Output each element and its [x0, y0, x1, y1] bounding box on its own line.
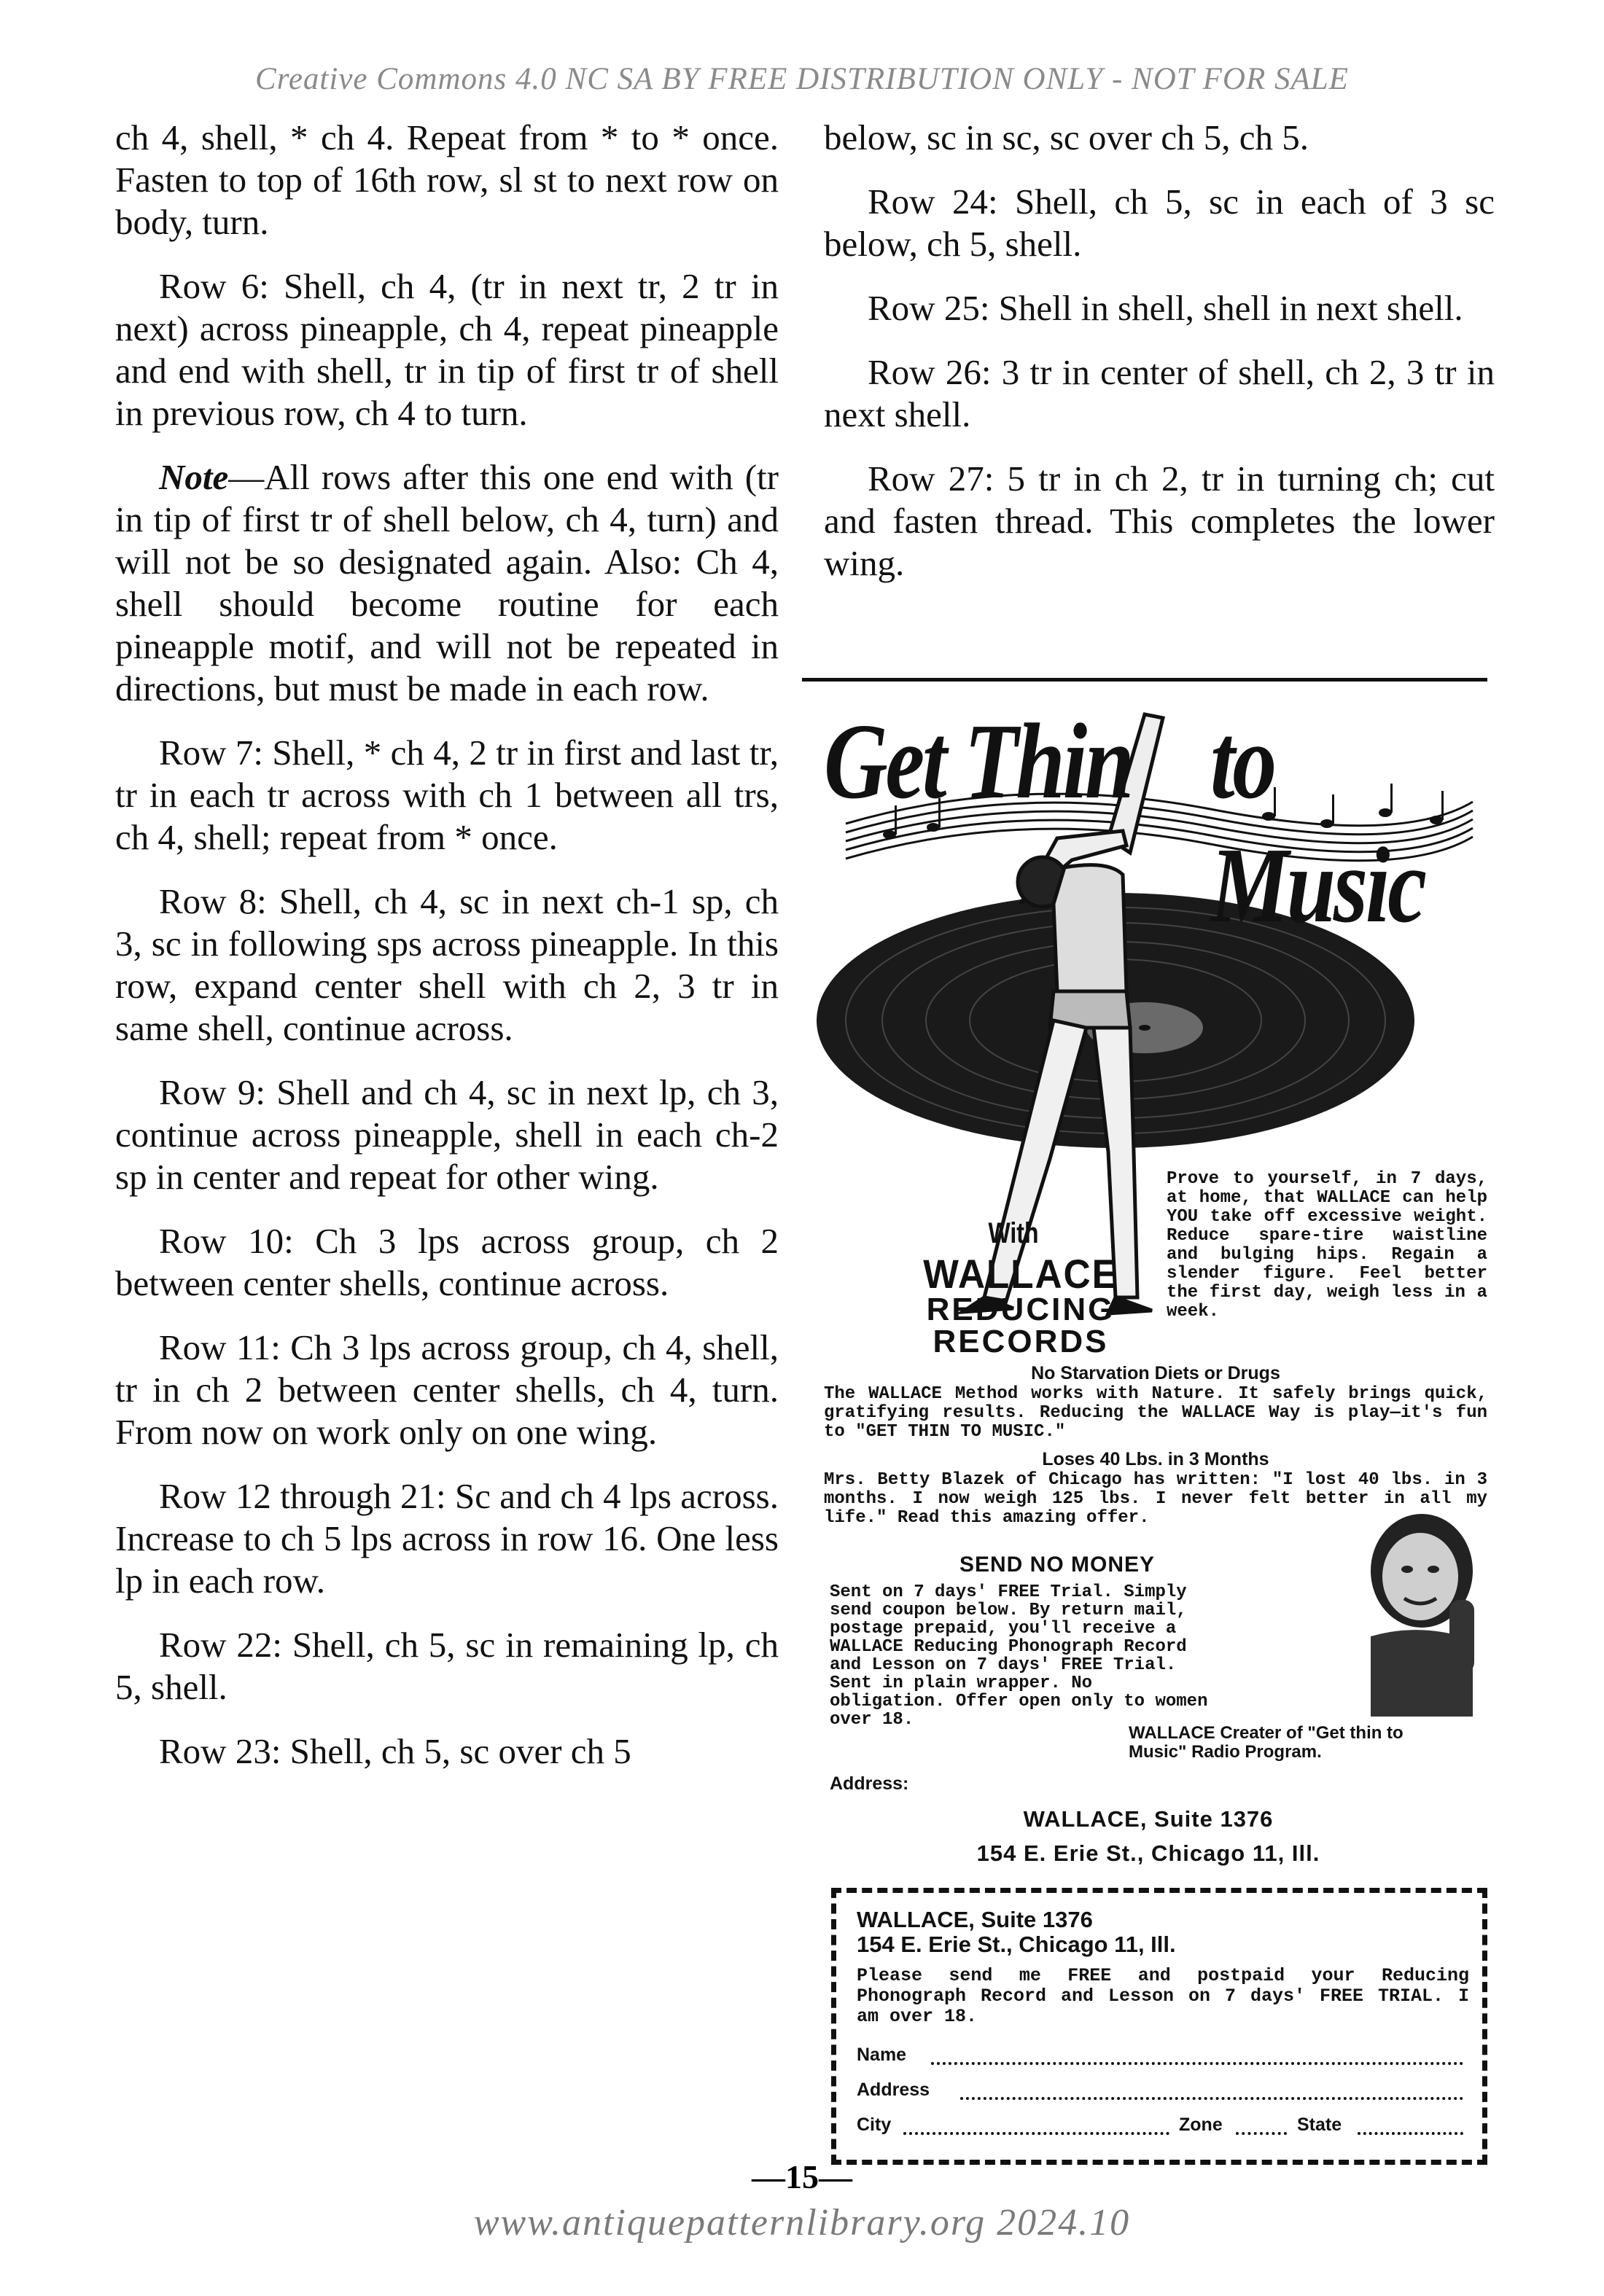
paragraph-row-23: Row 23: Shell, ch 5, sc over ch 5 — [159, 1731, 631, 1771]
paragraph-row-10: Row 10: Ch 3 lps across group, ch 2 between center shells, continue across. — [115, 1221, 779, 1303]
coupon-address-line-2: 154 E. Erie St., Chicago 11, Ill. — [857, 1932, 1176, 1957]
paragraph-row-25: Row 25: Shell in shell, shell in next shell. — [868, 288, 1463, 328]
right-column — [824, 117, 1495, 606]
page-number: —15— — [752, 2158, 852, 2195]
divider-rule — [802, 678, 1487, 682]
coupon-state-line[interactable] — [1358, 2132, 1463, 2135]
with-label: With — [988, 1217, 1039, 1249]
loses-heading: Loses 40 Lbs. in 3 Months — [1042, 1449, 1269, 1469]
prove-text: Prove to yourself, in 7 days, at home, that WALLACE can help YOU take off excessive weight. Reduce spare-tire waistline and bulging hips. Regain a slender figure. Feel better the first day, weigh less in a week. — [1167, 1169, 1487, 1321]
brand-wallace: WALLACE — [923, 1251, 1118, 1297]
coupon-name-line[interactable] — [931, 2062, 1463, 2065]
paragraph-row-6: Row 6: Shell, ch 4, (tr in next tr, 2 tr in next) across pineapple, ch 4, repeat pineapple and end with shell, tr in tip of first tr of shell in previous row, ch 4 to turn. — [115, 266, 779, 433]
paragraph-row-12-21: Row 12 through 21: Sc and ch 4 lps across. Increase to ch 5 lps across in row 16. One less lp in each row. — [115, 1476, 779, 1601]
advertisement — [802, 685, 1495, 2172]
note-paragraph — [115, 456, 779, 710]
testimonial-text: Mrs. Betty Blazek of Chicago has written: "I lost 40 lbs. in 3 months. I now weigh 125 lbs. I never felt better in all my life." Read this amazing offer. — [824, 1470, 1487, 1528]
coupon-request-text: Please send me FREE and postpaid your Reducing Phonograph Record and Lesson on 7 days' FREE TRIAL. I am over 18. — [857, 1965, 1469, 2027]
no-starvation-heading: No Starvation Diets or Drugs — [1031, 1363, 1280, 1383]
company-address-line-2: 154 E. Erie St., Chicago 11, Ill. — [976, 1840, 1320, 1866]
note-text: —All rows after this one end with (tr in tip of first tr of shell below, ch 4, turn) and will not be so designated again. Also: Ch 4, shell should become routine for each pineapple motif, and will not be repeated in directions, but must be made in each row. — [115, 457, 779, 708]
paragraph-row-27: Row 27: 5 tr in ch 2, tr in turning ch; cut and fasten thread. This completes the lower wing. — [824, 458, 1495, 583]
note-lead: Note — [159, 457, 229, 497]
left-column — [115, 117, 779, 1795]
paragraph-row-24: Row 24: Shell, ch 5, sc in each of 3 sc below, ch 5, shell. — [824, 181, 1495, 264]
coupon-zone-label: Zone — [1179, 2115, 1223, 2135]
records-line-2: RECORDS — [933, 1324, 1109, 1359]
reducing-records — [868, 1294, 1174, 1358]
wallace-portrait-icon — [1356, 1512, 1487, 1717]
paragraph-row-22: Row 22: Shell, ch 5, sc in remaining lp, ch 5, shell. — [115, 1625, 779, 1707]
coupon-address-line-1: WALLACE, Suite 1376 — [857, 1907, 1093, 1932]
coupon-city-label: City — [857, 2115, 892, 2135]
coupon-address-label: Address — [857, 2080, 930, 2100]
coupon-name-label: Name — [857, 2045, 907, 2065]
license-banner: Creative Commons 4.0 NC SA BY FREE DISTRIBUTION ONLY - NOT FOR SALE — [255, 62, 1349, 96]
free-trial-text: Sent on 7 days' FREE Trial. Simply send coupon below. By return mail, postage prepaid, you'll receive a WALLACE Reducing Phonograph Record and Lesson on 7 days' FREE Trial. Sent in plain wrapper. No obligation. Offer open only to women over 18. — [830, 1582, 1208, 1730]
ad-headline-get-thin: Get Thin — [824, 702, 1132, 821]
company-address-line-1: WALLACE, Suite 1376 — [1023, 1806, 1274, 1832]
no-starvation-text: The WALLACE Method works with Nature. It safely brings quick, gratifying results. Reducing the WALLACE Way is play—it's fun to "GET THIN TO MUSIC." — [824, 1384, 1487, 1442]
order-coupon — [831, 1888, 1487, 2165]
site-footer: www.antiquepatternlibrary.org 2024.10 — [473, 2202, 1131, 2244]
coupon-city-line[interactable] — [903, 2132, 1169, 2135]
coupon-state-label: State — [1297, 2115, 1342, 2135]
ad-headline-to-music: to Music — [1210, 702, 1425, 945]
paragraph-row-8: Row 8: Shell, ch 4, sc in next ch-1 sp, ch 3, sc in following sps across pineapple. In this row, expand center shell with ch 2, 3 tr in same shell, continue across. — [115, 881, 779, 1048]
address-label: Address: — [830, 1773, 909, 1794]
paragraph-row-26: Row 26: 3 tr in center of shell, ch 2, 3 tr in next shell. — [824, 352, 1495, 434]
paragraph-row-9: Row 9: Shell and ch 4, sc in next lp, ch 3, continue across pineapple, shell in each ch-2 sp in center and repeat for other wing. — [115, 1072, 779, 1197]
coupon-zone-line[interactable] — [1236, 2132, 1287, 2135]
records-line-1: REDUCING — [926, 1292, 1116, 1327]
paragraph-row-11: Row 11: Ch 3 lps across group, ch 4, shell, tr in ch 2 between center shells, ch 4, turn. From now on work only on one wing. — [115, 1327, 779, 1452]
portrait-caption: WALLACE Creater of "Get thin to Music" Radio Program. — [1129, 1723, 1404, 1762]
paragraph: ch 4, shell, * ch 4. Repeat from * to * once. Fasten to top of 16th row, sl st to next row on body, turn. — [115, 117, 779, 242]
paragraph-row-7: Row 7: Shell, * ch 4, 2 tr in first and last tr, tr in each tr across with ch 1 between all trs, ch 4, shell; repeat from * once. — [115, 733, 779, 857]
coupon-address-line[interactable] — [960, 2097, 1463, 2100]
send-no-money-heading: SEND NO MONEY — [959, 1553, 1156, 1577]
paragraph: below, sc in sc, sc over ch 5, ch 5. — [824, 117, 1309, 157]
